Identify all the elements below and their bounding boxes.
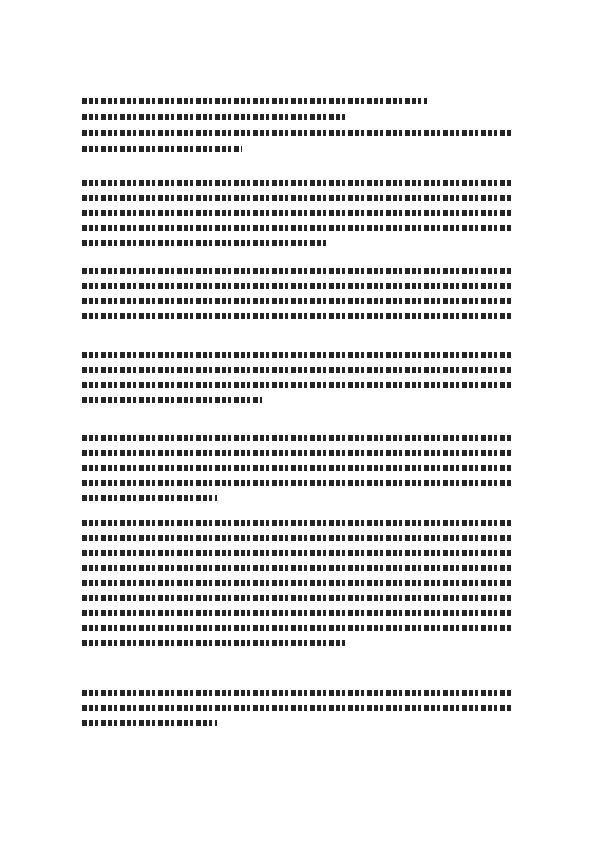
text-line bbox=[82, 565, 512, 571]
heading-line bbox=[82, 98, 427, 104]
text-line bbox=[82, 610, 512, 616]
text-line bbox=[82, 367, 512, 373]
text-line bbox=[82, 640, 347, 646]
text-line bbox=[82, 705, 512, 711]
heading-line bbox=[82, 146, 242, 152]
text-line bbox=[82, 240, 327, 246]
heading-block bbox=[82, 98, 512, 162]
text-line bbox=[82, 435, 512, 441]
heading-line bbox=[82, 114, 347, 120]
paragraph-2 bbox=[82, 268, 512, 319]
paragraph-6 bbox=[82, 690, 512, 726]
paragraph-4 bbox=[82, 435, 512, 501]
text-line bbox=[82, 580, 512, 586]
text-line bbox=[82, 180, 512, 186]
text-line bbox=[82, 520, 512, 526]
text-line bbox=[82, 298, 512, 304]
paragraph-5 bbox=[82, 520, 512, 646]
text-line bbox=[82, 283, 512, 289]
text-line bbox=[82, 268, 512, 274]
text-line bbox=[82, 382, 512, 388]
text-line bbox=[82, 480, 512, 486]
text-line bbox=[82, 625, 512, 631]
text-line bbox=[82, 225, 512, 231]
text-line bbox=[82, 495, 217, 501]
text-line bbox=[82, 195, 512, 201]
text-line bbox=[82, 550, 512, 556]
text-line bbox=[82, 313, 512, 319]
text-line bbox=[82, 465, 512, 471]
text-line bbox=[82, 352, 512, 358]
paragraph-1 bbox=[82, 180, 512, 246]
text-line bbox=[82, 450, 512, 456]
text-line bbox=[82, 690, 512, 696]
text-line bbox=[82, 595, 512, 601]
heading-line bbox=[82, 130, 512, 136]
paragraph-3 bbox=[82, 352, 512, 403]
text-line bbox=[82, 397, 262, 403]
text-line bbox=[82, 210, 512, 216]
text-line bbox=[82, 535, 512, 541]
text-line bbox=[82, 720, 217, 726]
